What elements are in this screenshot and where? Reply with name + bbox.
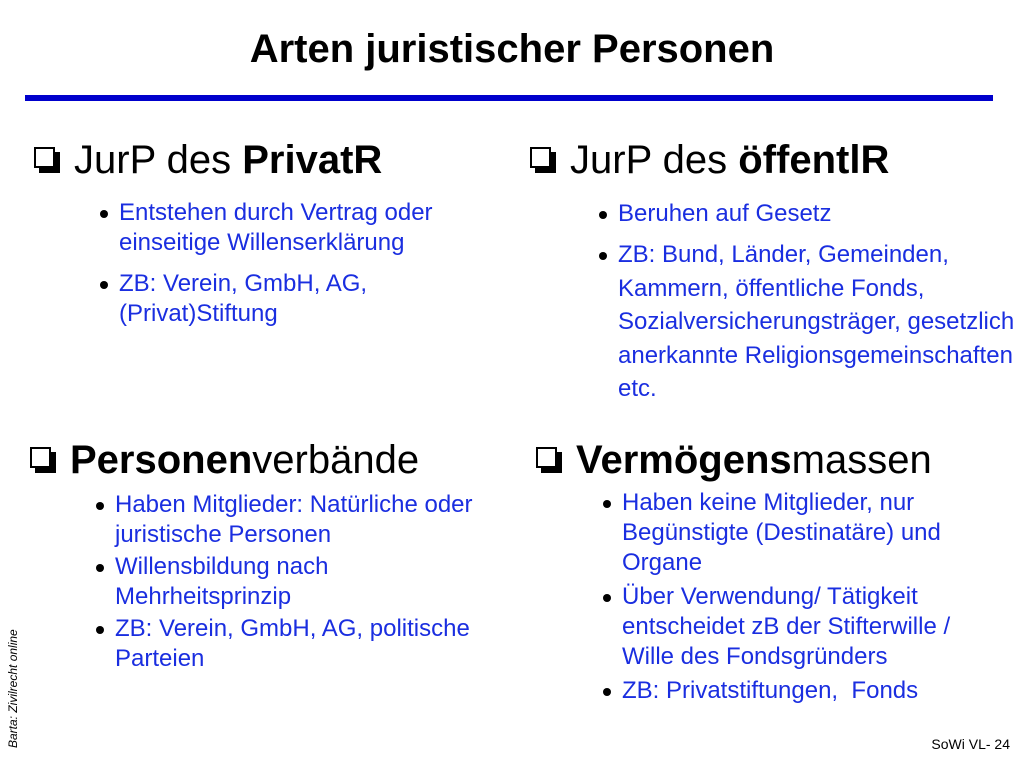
section-privatrecht [34, 136, 454, 329]
slide-footer: SoWi VL- 24 [931, 736, 1010, 752]
bullet-icon [603, 688, 611, 696]
section-heading [536, 436, 1016, 484]
heading-bold: PrivatR [242, 138, 383, 182]
heading-regular: massen [791, 438, 932, 482]
bullet-list [119, 198, 439, 329]
bullet-icon [599, 252, 607, 260]
checkbox-icon [530, 147, 556, 173]
checkbox-icon [34, 147, 60, 173]
checkbox-icon [30, 447, 56, 473]
list-item: ZB: Verein, GmbH, AG, (Privat)Stiftung [119, 269, 439, 329]
heading-regular: verbände [252, 438, 420, 482]
list-item: Haben Mitglieder: Natürliche oder juristische Personen [115, 490, 490, 550]
heading-bold: Vermögens [576, 438, 792, 482]
list-item: Über Verwendung/ Tätigkeit entscheidet zB der Stifterwille / Wille des Fondsgründers [622, 582, 1007, 672]
list-item: ZB: Verein, GmbH, AG, politische Parteien [115, 614, 490, 674]
heading-bold: öffentlR [738, 138, 890, 182]
bullet-list [618, 199, 1018, 406]
bullet-icon [96, 626, 104, 634]
bullet-icon [96, 502, 104, 510]
heading-bold: Personen [70, 438, 253, 482]
bullet-list [115, 490, 490, 674]
section-personenverbaende [30, 436, 500, 674]
title-underline [25, 95, 993, 101]
list-item: ZB: Bund, Länder, Gemeinden, Kammern, öffentliche Fonds, Sozialversicherungsträger, gesetzlich anerkannte Religionsgemeinschaften etc. [618, 238, 1018, 406]
list-item: Entstehen durch Vertrag oder einseitige Willenserklärung [119, 198, 439, 258]
bullet-list [622, 488, 1007, 706]
heading-regular: JurP des [570, 138, 739, 182]
list-item: Beruhen auf Gesetz [618, 199, 1018, 229]
bullet-icon [96, 564, 104, 572]
heading-regular: JurP des [74, 138, 243, 182]
slide-title: Arten juristischer Personen [249, 27, 775, 71]
bullet-icon [599, 211, 607, 219]
bullet-icon [100, 210, 108, 218]
section-heading [30, 436, 500, 484]
section-heading [530, 136, 1020, 184]
section-heading [34, 136, 454, 184]
section-oeffentliches-recht [530, 136, 1020, 406]
list-item: ZB: Privatstiftungen, Fonds [622, 676, 1007, 706]
bullet-icon [603, 500, 611, 508]
bullet-icon [603, 594, 611, 602]
checkbox-icon [536, 447, 562, 473]
side-note-source: Barta: Zivilrecht online [6, 629, 20, 748]
bullet-icon [100, 281, 108, 289]
list-item: Haben keine Mitglieder, nur Begünstigte (Destinatäre) und Organe [622, 488, 1007, 578]
section-vermoegensmassen [536, 436, 1016, 706]
list-item: Willensbildung nach Mehrheitsprinzip [115, 552, 490, 612]
